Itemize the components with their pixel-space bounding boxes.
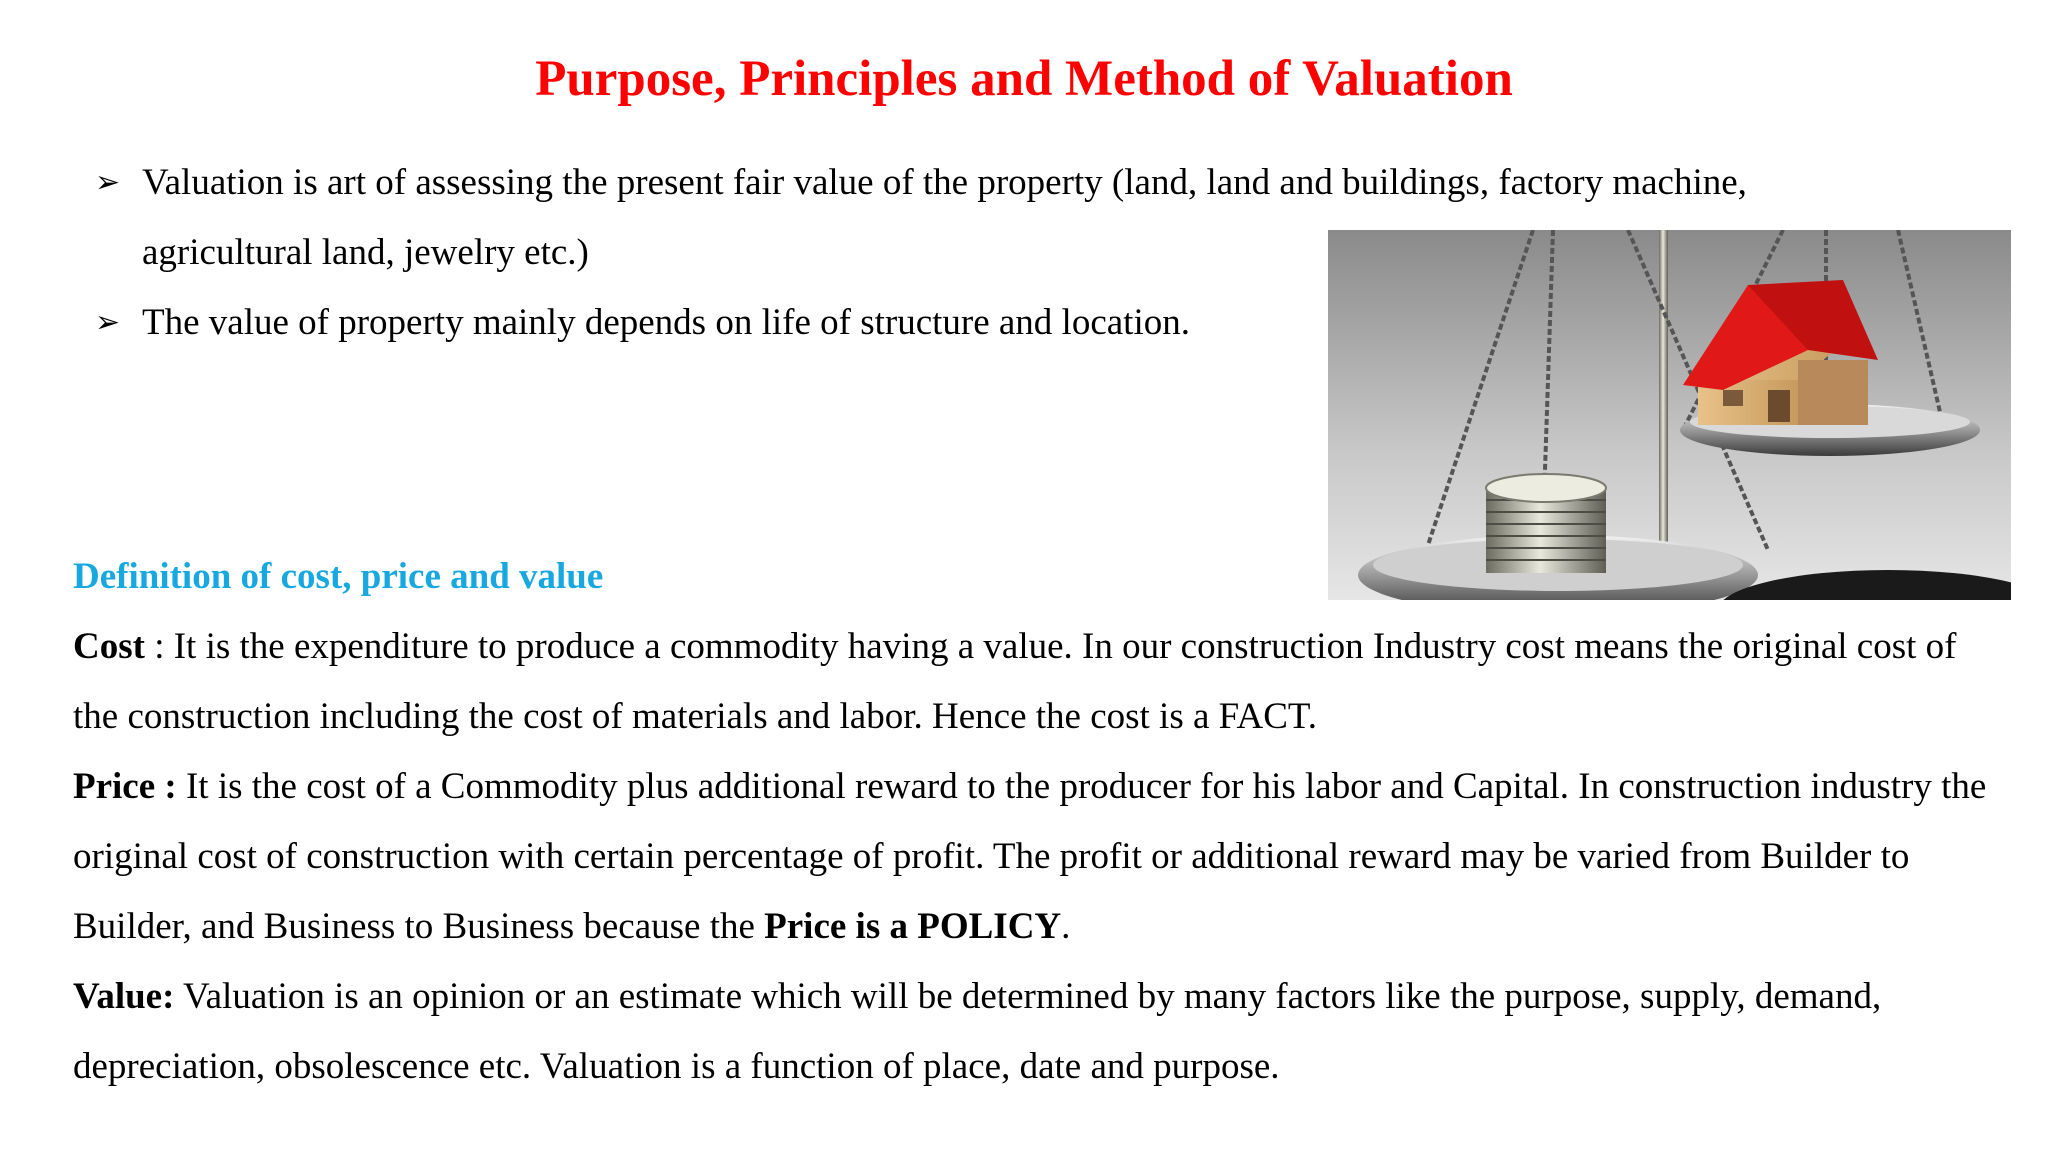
definitions-heading: Definition of cost, price and value — [73, 556, 604, 597]
cost-definition — [73, 612, 1993, 752]
price-term: Price : — [73, 766, 177, 807]
price-definition — [73, 752, 1993, 962]
bullet-text: Valuation is art of assessing the present fair value of the property (land, land and buildings, factory machine, agricultural land, jewelry etc.) — [142, 162, 1747, 273]
value-definition — [73, 962, 1993, 1102]
bullet-text: The value of property mainly depends on life of structure and location. — [142, 302, 1190, 343]
definitions-section — [73, 542, 1993, 1102]
cost-term: Cost — [73, 626, 145, 667]
arrowhead-bullet-icon: ➢ — [95, 306, 121, 339]
price-text: It is the cost of a Commodity plus additional reward to the producer for his labor and Capital. In construction industry the original cost of construction with certain percentage of profit. The profit or additional reward may be varied from Builder to Builder, and Business to Business because the — [73, 766, 1987, 947]
cost-text: : It is the expenditure to produce a commodity having a value. In our construction Industry cost means the original cost of the construction including the cost of materials and labor. Hence the cost is a FACT. — [73, 626, 1957, 737]
value-term: Value: — [73, 976, 175, 1017]
arrowhead-bullet-icon: ➢ — [95, 166, 121, 199]
price-emphasis: Price is a POLICY — [764, 906, 1062, 947]
value-text: Valuation is an opinion or an estimate which will be determined by many factors like the purpose, supply, demand, depreciation, obsolescence etc. Valuation is a function of place, date and purpose. — [73, 976, 1882, 1087]
price-end: . — [1061, 906, 1071, 947]
page-title: Purpose, Principles and Method of Valuation — [535, 51, 1513, 107]
